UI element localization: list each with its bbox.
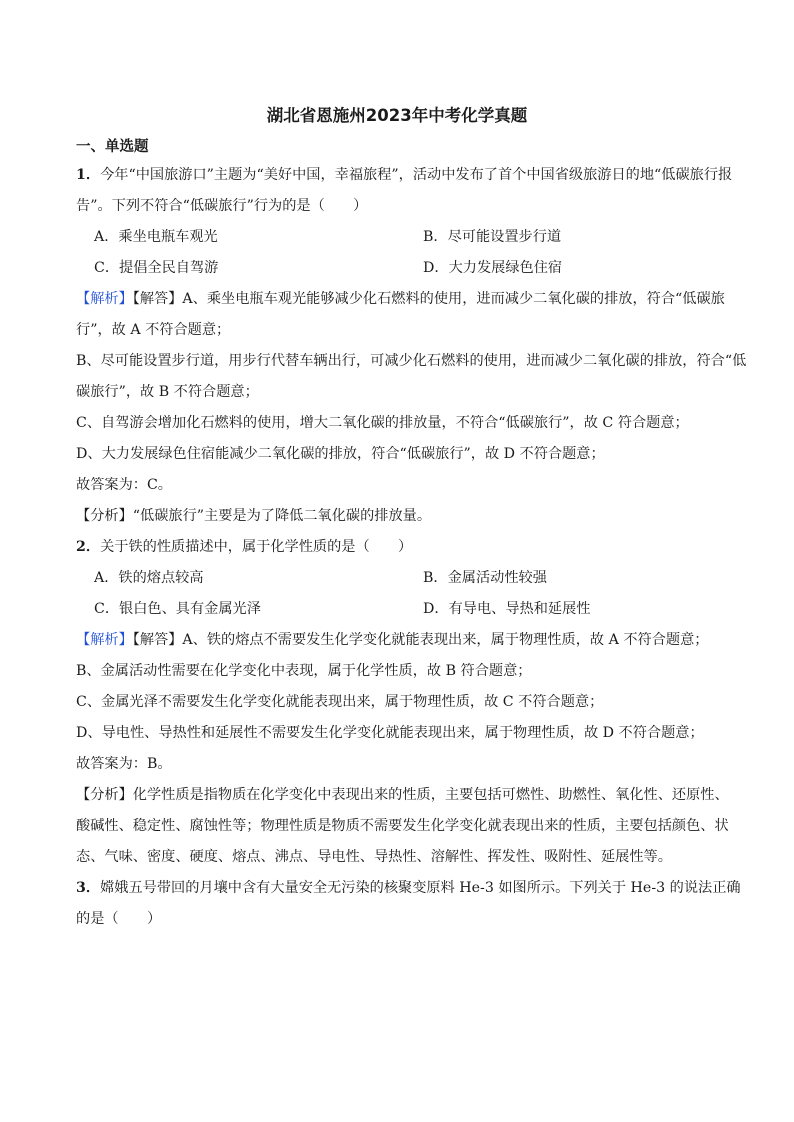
analysis-line: 【解析】【解答】A、乘坐电瓶车观光能够减少化石燃料的使用，进而减少二氧化碳的排放，符合“低碳旅 — [76, 291, 725, 307]
summary-line: 【分析】化学性质是指物质在化学变化中表现出来的性质，主要包括可燃性、助燃性、氧化性、还原性、 — [76, 787, 729, 803]
question-2 — [76, 532, 752, 873]
analysis-line: 行”，故 A 不符合题意； — [76, 322, 231, 338]
answer-tag: 【解答】 — [132, 291, 183, 307]
page-title: 湖北省恩施州2023年中考化学真题 — [266, 106, 528, 125]
question-3 — [76, 873, 752, 935]
option-a: A．铁的熔点较高 — [94, 570, 204, 586]
summary-line: 酸碱性、稳定性、腐蚀性等；物理性质是物质不需要发生化学变化就表现出来的性质，主要包括颜色、状 — [76, 818, 729, 834]
option-c: C．提倡全民自驾游 — [94, 260, 219, 276]
analysis-line: D、大力发展绿色住宿能减少二氧化碳的排放，符合“低碳旅行”，故 D 不符合题意； — [76, 446, 605, 462]
question-stem: 1．今年“中国旅游口”主题为“美好中国，幸福旅程”，活动中发布了首个中国省级旅游日的地“低碳旅行报 — [76, 167, 733, 183]
summary-line: 态、气味、密度、硬度、熔点、沸点、导电性、导热性、溶解性、挥发性、吸附性、延展性等。 — [76, 849, 672, 865]
option-row — [76, 222, 752, 253]
option-row — [76, 253, 752, 284]
question-list — [76, 160, 752, 935]
analysis-line: 【解析】【解答】A、铁的熔点不需要发生化学变化就能表现出来，属于物理性质，故 A 不符合题意； — [76, 632, 709, 648]
option-a: A．乘坐电瓶车观光 — [94, 229, 218, 245]
question-stem: 2．关于铁的性质描述中，属于化学性质的是（ ） — [76, 539, 413, 555]
question-stem-continued: 的是（ ） — [76, 911, 162, 927]
option-c: C．银白色、具有金属光泽 — [94, 601, 261, 617]
summary-line: 【分析】“低碳旅行”主要是为了降低二氧化碳的排放量。 — [76, 508, 432, 524]
option-row — [76, 563, 752, 594]
analysis-line: B、尽可能设置步行道，用步行代替车辆出行，可减少化石燃料的使用，进而减少二氧化碳的排放，符合“低 — [76, 353, 747, 369]
analysis-line: C、自驾游会增加化石燃料的使用，增大二氧化碳的排放量，不符合“低碳旅行”，故 C 符合题意； — [76, 415, 689, 431]
summary-tag: 【分析】 — [76, 787, 133, 803]
analysis-line: 碳旅行”，故 B 不符合题意； — [76, 384, 259, 400]
option-b: B．尽可能设置步行道 — [423, 229, 562, 245]
answer-line: 故答案为：C。 — [76, 477, 172, 493]
question-stem-continued: 告”。下列不符合“低碳旅行”行为的是（ ） — [76, 198, 368, 214]
answer-line: 故答案为：B。 — [76, 756, 172, 772]
question-number: 3． — [76, 880, 101, 896]
option-b: B．金属活动性较强 — [423, 570, 547, 586]
summary-tag: 【分析】 — [76, 508, 133, 524]
analysis-line: C、金属光泽不需要发生化学变化就能表现出来，属于物理性质，故 C 不符合题意； — [76, 694, 604, 710]
analysis-tag: 【解析】 — [76, 632, 133, 648]
analysis-tag: 【解析】 — [76, 291, 133, 307]
section-heading: 一、单选题 — [76, 139, 149, 155]
analysis-line: D、导电性、导热性和延展性不需要发生化学变化就能表现出来，属于物理性质，故 D 不符合题意； — [76, 725, 704, 741]
option-d: D．有导电、导热和延展性 — [423, 601, 591, 617]
answer-tag: 【解答】 — [132, 632, 183, 648]
question-number: 2． — [76, 539, 101, 555]
analysis-line: B、金属活动性需要在化学变化中表现，属于化学性质，故 B 符合题意； — [76, 663, 532, 679]
question-number: 1． — [76, 167, 101, 183]
option-row — [76, 594, 752, 625]
question-stem: 3．嫦娥五号带回的月壤中含有大量安全无污染的核聚变原料 He-3 如图所示。下列关于 He-3 的说法正确 — [76, 880, 741, 896]
question-1 — [76, 160, 752, 532]
option-d: D．大力发展绿色住宿 — [423, 260, 563, 276]
